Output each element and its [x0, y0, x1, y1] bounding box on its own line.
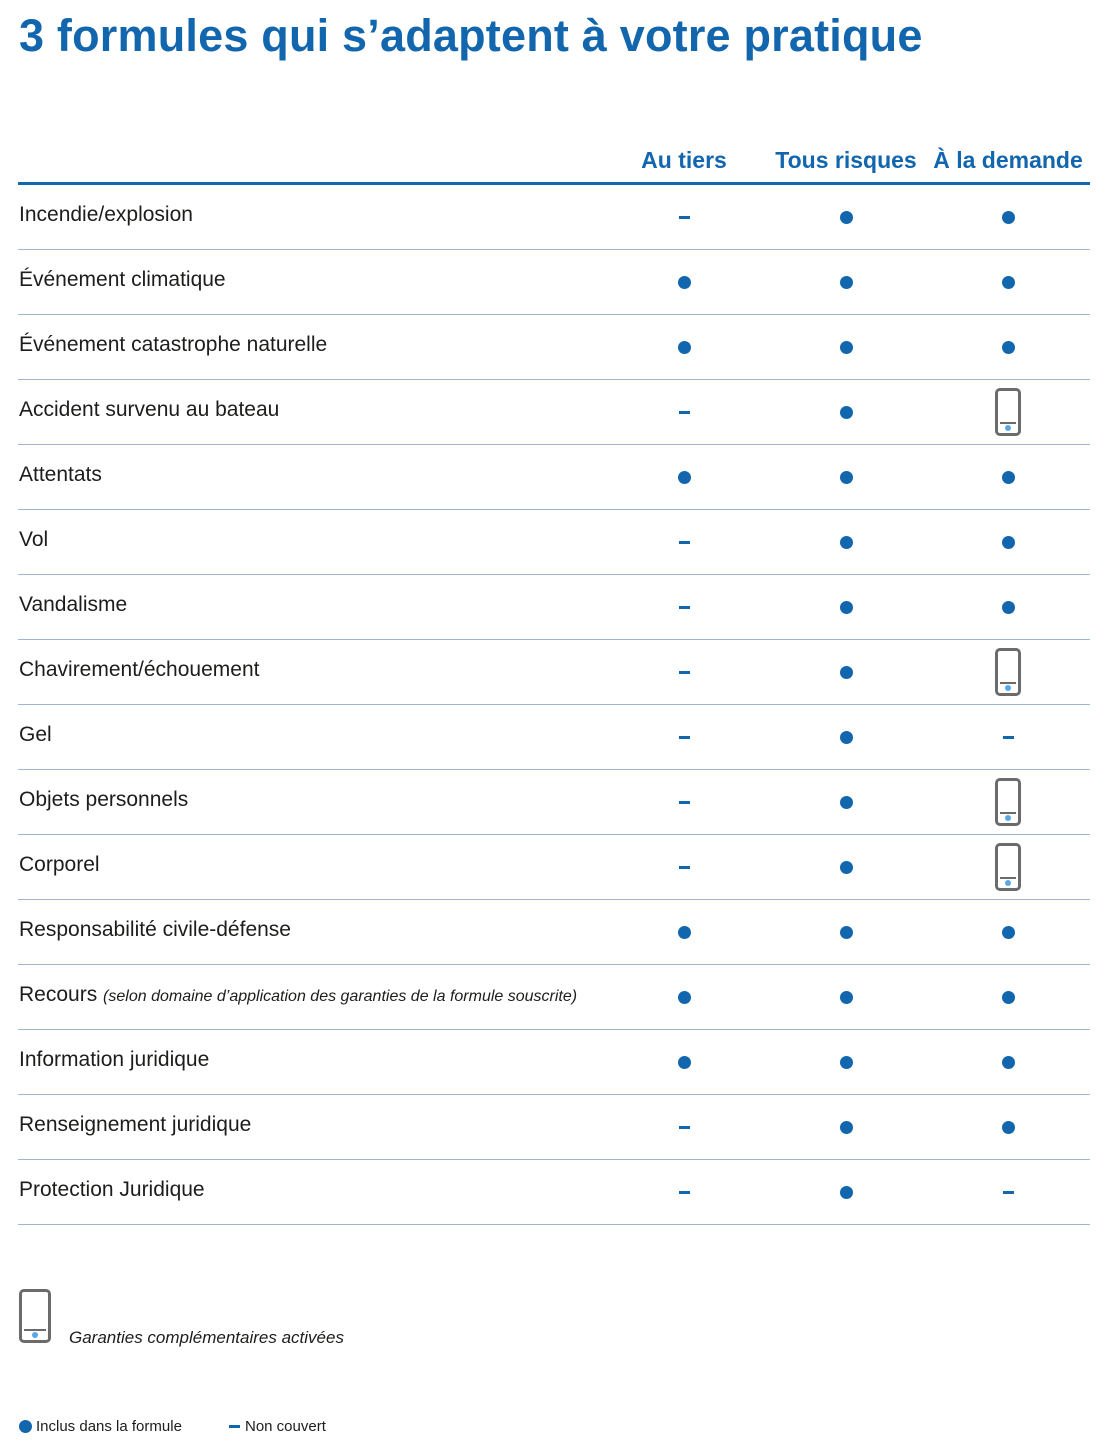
- included-dot-icon: [840, 666, 853, 679]
- cell-tous-risques: [806, 380, 886, 444]
- cell-a-la-demande: [968, 380, 1048, 444]
- included-dot-icon: [678, 991, 691, 1004]
- table-row: [18, 445, 1090, 510]
- row-label-text: Accident survenu au bateau: [19, 398, 280, 421]
- row-label: [19, 1113, 251, 1137]
- not-covered-dash-icon: [679, 541, 690, 544]
- included-dot-icon: [840, 536, 853, 549]
- not-covered-dash-icon: [679, 606, 690, 609]
- cell-a-la-demande: [968, 250, 1048, 314]
- phone-icon: [995, 778, 1021, 826]
- cell-au-tiers: [644, 510, 724, 574]
- row-label: [19, 593, 127, 617]
- row-label: [19, 788, 188, 812]
- cell-a-la-demande: [968, 575, 1048, 639]
- cell-tous-risques: [806, 965, 886, 1029]
- table-row: [18, 640, 1090, 705]
- table-row: [18, 770, 1090, 835]
- cell-tous-risques: [806, 185, 886, 249]
- phone-icon: [995, 843, 1021, 891]
- table-row: [18, 510, 1090, 575]
- included-dot-icon: [840, 341, 853, 354]
- row-label-text: Vol: [19, 528, 49, 551]
- row-label: [19, 853, 100, 877]
- cell-tous-risques: [806, 835, 886, 899]
- included-dot-icon: [840, 861, 853, 874]
- cell-au-tiers: [644, 250, 724, 314]
- row-label: [19, 528, 48, 552]
- row-label-text: Attentats: [19, 463, 102, 486]
- row-label-text: Protection Juridique: [19, 1178, 205, 1201]
- cell-au-tiers: [644, 1030, 724, 1094]
- table-row: [18, 900, 1090, 965]
- table-row: [18, 835, 1090, 900]
- row-label: [19, 983, 577, 1007]
- cell-au-tiers: [644, 835, 724, 899]
- cell-au-tiers: [644, 965, 724, 1029]
- cell-tous-risques: [806, 1030, 886, 1094]
- column-header-au-tiers: Au tiers: [641, 147, 727, 173]
- table-row: [18, 1030, 1090, 1095]
- included-dot-icon: [840, 926, 853, 939]
- row-label: [19, 398, 279, 422]
- cell-au-tiers: [644, 575, 724, 639]
- row-label-text: Incendie/explosion: [19, 203, 193, 226]
- cell-tous-risques: [806, 1160, 886, 1224]
- table-row: [18, 185, 1090, 250]
- cell-au-tiers: [644, 1160, 724, 1224]
- table-row: [18, 965, 1090, 1030]
- cell-au-tiers: [644, 1095, 724, 1159]
- cell-tous-risques: [806, 640, 886, 704]
- legend-included: [19, 1418, 182, 1435]
- cell-a-la-demande: [968, 705, 1048, 769]
- included-dot-icon: [840, 796, 853, 809]
- table-row: [18, 1160, 1090, 1225]
- cell-tous-risques: [806, 575, 886, 639]
- legend-not-covered-label: Non couvert: [245, 1418, 326, 1435]
- included-dot-icon: [840, 471, 853, 484]
- included-dot-icon: [840, 1056, 853, 1069]
- legend-phone-label: Garanties complémentaires activées: [69, 1328, 344, 1347]
- cell-a-la-demande: [968, 835, 1048, 899]
- column-header-a-la-demande: À la demande: [933, 147, 1083, 173]
- included-dot-icon: [1002, 926, 1015, 939]
- cell-a-la-demande: [968, 900, 1048, 964]
- not-covered-dash-icon: [679, 801, 690, 804]
- cell-au-tiers: [644, 770, 724, 834]
- included-dot-icon: [1002, 471, 1015, 484]
- cell-a-la-demande: [968, 640, 1048, 704]
- included-dot-icon: [678, 926, 691, 939]
- row-label-text: Recours: [19, 983, 98, 1006]
- included-dot-icon: [840, 1121, 853, 1134]
- cell-tous-risques: [806, 770, 886, 834]
- not-covered-dash-icon: [679, 1191, 690, 1194]
- cell-tous-risques: [806, 705, 886, 769]
- row-label: [19, 658, 259, 682]
- row-label-text: Gel: [19, 723, 52, 746]
- not-covered-dash-icon: [679, 411, 690, 414]
- table-row: [18, 575, 1090, 640]
- not-covered-dash-icon: [679, 216, 690, 219]
- row-label: [19, 1048, 209, 1072]
- row-label-text: Information juridique: [19, 1048, 210, 1071]
- table-row: [18, 380, 1090, 445]
- included-dot-icon: [840, 731, 853, 744]
- cell-au-tiers: [644, 185, 724, 249]
- table-row: [18, 705, 1090, 770]
- row-label-text: Événement climatique: [19, 268, 226, 291]
- included-dot-icon: [840, 211, 853, 224]
- included-dot-icon: [1002, 601, 1015, 614]
- row-label-text: Chavirement/échouement: [19, 658, 260, 681]
- included-dot-icon: [678, 471, 691, 484]
- row-label: [19, 723, 52, 747]
- cell-a-la-demande: [968, 510, 1048, 574]
- cell-au-tiers: [644, 445, 724, 509]
- row-label-text: Vandalisme: [19, 593, 128, 616]
- included-dot-icon: [840, 276, 853, 289]
- included-dot-icon: [678, 1056, 691, 1069]
- row-label: [19, 333, 327, 357]
- legend-phone-icon: [19, 1289, 51, 1343]
- not-covered-dash-icon: [1003, 1191, 1014, 1194]
- cell-a-la-demande: [968, 770, 1048, 834]
- not-covered-dash-icon: [679, 671, 690, 674]
- legend-not-covered: [229, 1418, 326, 1435]
- included-dot-icon: [1002, 1121, 1015, 1134]
- table-row: [18, 315, 1090, 380]
- not-covered-dash-icon: [229, 1425, 240, 1428]
- cell-au-tiers: [644, 315, 724, 379]
- included-dot-icon: [678, 276, 691, 289]
- included-dot-icon: [1002, 211, 1015, 224]
- included-dot-icon: [1002, 1056, 1015, 1069]
- row-label: [19, 1178, 205, 1202]
- cell-tous-risques: [806, 250, 886, 314]
- included-dot-icon: [840, 406, 853, 419]
- legend-included-label: Inclus dans la formule: [36, 1418, 182, 1435]
- row-label-text: Événement catastrophe naturelle: [19, 333, 328, 356]
- included-dot-icon: [1002, 276, 1015, 289]
- cell-au-tiers: [644, 380, 724, 444]
- included-dot-icon: [1002, 991, 1015, 1004]
- column-header-tous-risques: Tous risques: [775, 147, 917, 173]
- row-label-text: Corporel: [19, 853, 100, 876]
- cell-au-tiers: [644, 900, 724, 964]
- row-label-text: Responsabilité civile-défense: [19, 918, 291, 941]
- cell-tous-risques: [806, 510, 886, 574]
- cell-a-la-demande: [968, 1030, 1048, 1094]
- cell-a-la-demande: [968, 445, 1048, 509]
- phone-icon: [995, 388, 1021, 436]
- cell-a-la-demande: [968, 315, 1048, 379]
- cell-tous-risques: [806, 315, 886, 379]
- phone-icon: [995, 648, 1021, 696]
- coverage-table: [18, 185, 1090, 1225]
- not-covered-dash-icon: [679, 736, 690, 739]
- cell-a-la-demande: [968, 1095, 1048, 1159]
- cell-au-tiers: [644, 640, 724, 704]
- row-label: [19, 463, 102, 487]
- row-label: [19, 203, 193, 227]
- not-covered-dash-icon: [679, 866, 690, 869]
- not-covered-dash-icon: [1003, 736, 1014, 739]
- row-label: [19, 268, 226, 292]
- table-row: [18, 1095, 1090, 1160]
- row-label-text: Renseignement juridique: [19, 1113, 252, 1136]
- cell-a-la-demande: [968, 965, 1048, 1029]
- included-dot-icon: [840, 601, 853, 614]
- cell-a-la-demande: [968, 1160, 1048, 1224]
- cell-tous-risques: [806, 445, 886, 509]
- cell-au-tiers: [644, 705, 724, 769]
- included-dot-icon: [840, 991, 853, 1004]
- cell-tous-risques: [806, 1095, 886, 1159]
- not-covered-dash-icon: [679, 1126, 690, 1129]
- included-dot-icon: [678, 341, 691, 354]
- cell-a-la-demande: [968, 185, 1048, 249]
- row-label: [19, 918, 291, 942]
- row-label-text: Objets personnels: [19, 788, 189, 811]
- included-dot-icon: [19, 1420, 32, 1433]
- page-title: 3 formules qui s’adaptent à votre pratique: [19, 10, 923, 61]
- included-dot-icon: [840, 1186, 853, 1199]
- row-label-note: (selon domaine d’application des garanties de la formule souscrite): [103, 988, 578, 1005]
- included-dot-icon: [1002, 341, 1015, 354]
- included-dot-icon: [1002, 536, 1015, 549]
- cell-tous-risques: [806, 900, 886, 964]
- table-row: [18, 250, 1090, 315]
